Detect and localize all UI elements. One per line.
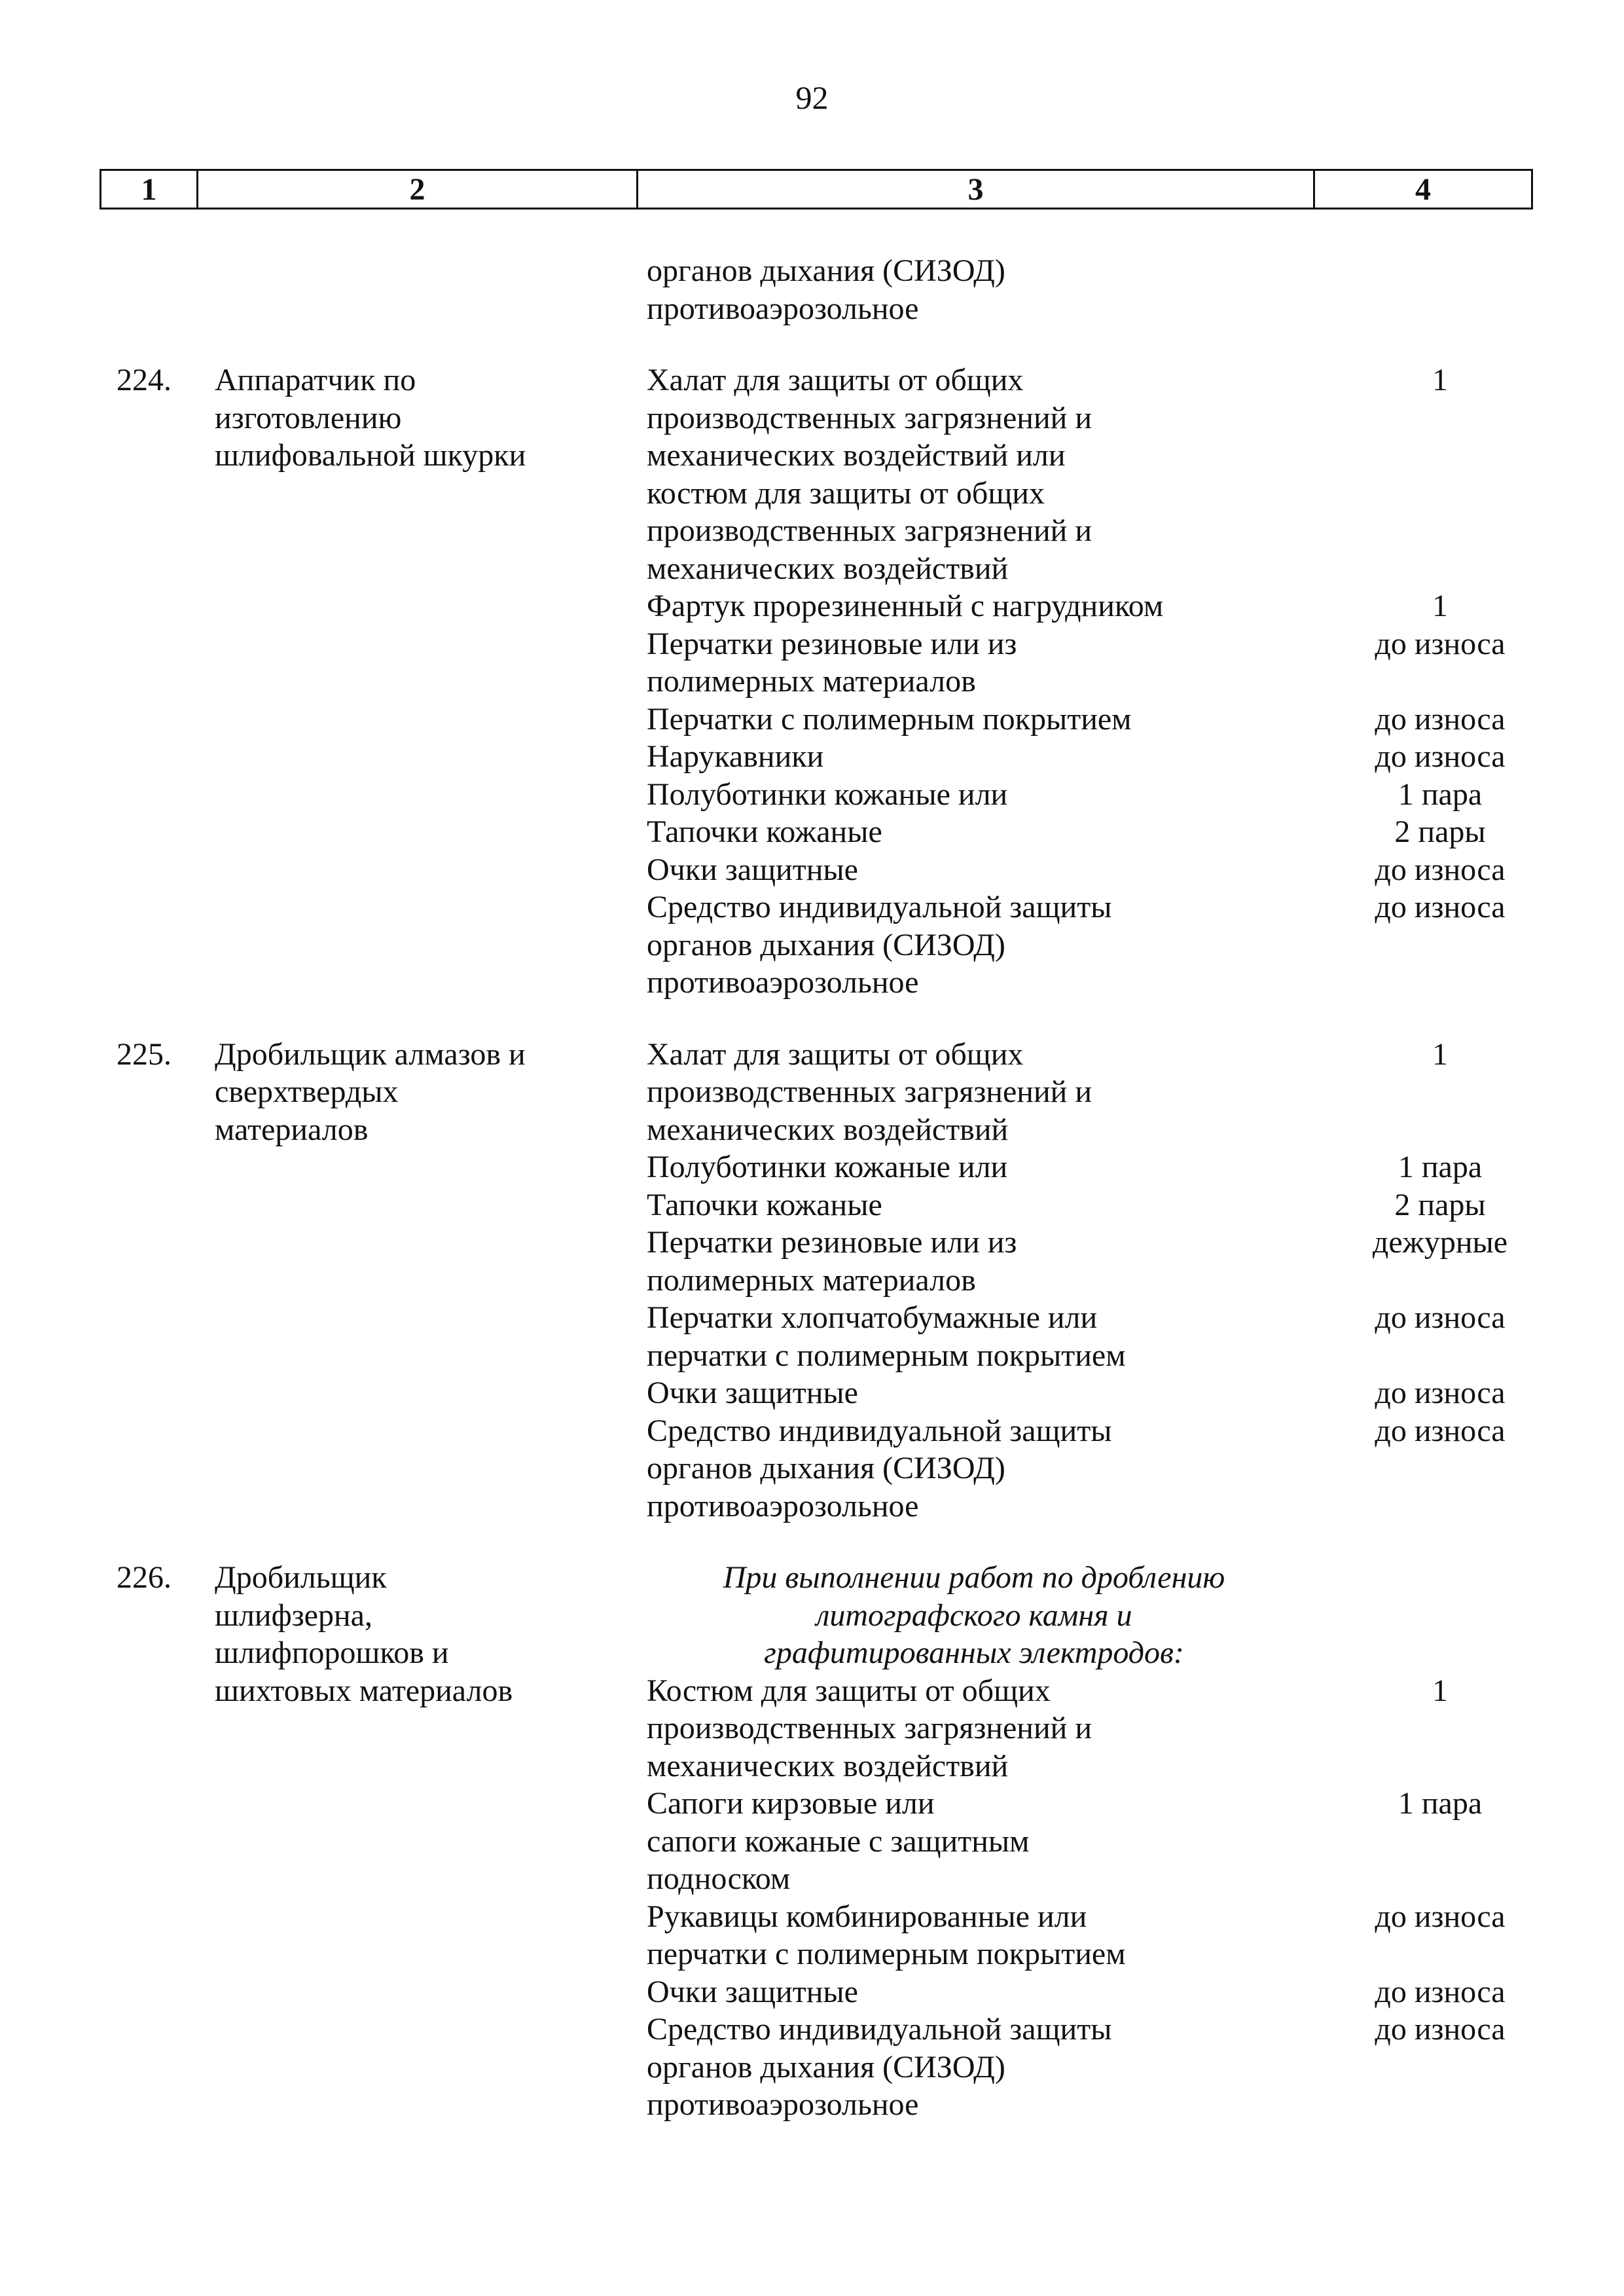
ppe-item-line: Рукавицы комбинированные или bbox=[647, 1899, 1087, 1934]
issue-norm: 1 bbox=[1432, 1036, 1448, 1072]
ppe-item-line: Перчатки резиновые или из bbox=[647, 626, 1017, 661]
issue-norm bbox=[1303, 1262, 1578, 1300]
issue-norm bbox=[1303, 1860, 1578, 1898]
ppe-item-line: производственных загрязнений и bbox=[647, 1074, 1092, 1109]
ppe-item-line: Нарукавники bbox=[647, 739, 824, 774]
ppe-item-line: Сапоги кирзовые или bbox=[647, 1786, 935, 1821]
ppe-item-line: Очки защитные bbox=[647, 852, 858, 887]
entry-number: 224. bbox=[117, 363, 171, 397]
ppe-item-line: Очки защитные bbox=[647, 1376, 858, 1410]
ppe-items bbox=[647, 361, 1301, 1002]
ppe-item-line: Перчатки резиновые или из bbox=[647, 1225, 1017, 1260]
ppe-item-line: Халат для защиты от общих bbox=[647, 1036, 1024, 1072]
ppe-item-line: механических воздействий или bbox=[647, 438, 1066, 473]
job-title-line: шлифзерна, bbox=[215, 1597, 372, 1633]
issue-norm bbox=[1303, 1337, 1578, 1375]
job-title bbox=[215, 1559, 640, 1709]
issue-norm bbox=[1303, 2086, 1578, 2124]
issue-norm bbox=[1303, 1747, 1578, 1785]
ppe-item-line: Тапочки кожаные bbox=[647, 814, 882, 849]
issue-norm: 2 пары bbox=[1394, 1187, 1486, 1222]
issue-norm bbox=[1303, 437, 1578, 475]
issue-norm bbox=[1303, 1935, 1578, 1973]
job-title-line: Дробильщик алмазов и bbox=[215, 1036, 526, 1072]
issue-norm: до износа bbox=[1375, 1899, 1506, 1934]
ppe-item-line: Перчатки с полимерным покрытием bbox=[647, 701, 1132, 737]
ppe-item-line: противоаэрозольное bbox=[647, 1488, 919, 1523]
ppe-quantities bbox=[1303, 1559, 1578, 2124]
issue-norm: 1 пара bbox=[1398, 776, 1483, 812]
column-header-4: 4 bbox=[1415, 172, 1431, 207]
issue-norm: дежурные bbox=[1372, 1225, 1508, 1260]
ppe-item-line: сапоги кожаные с защитным bbox=[647, 1823, 1030, 1859]
ppe-item-line: Средство индивидуальной защиты bbox=[647, 2012, 1112, 2047]
issue-norm: 2 пары bbox=[1394, 814, 1486, 849]
column-header-row bbox=[99, 169, 1533, 210]
ppe-quantities bbox=[1303, 361, 1578, 1002]
issue-norm bbox=[1303, 512, 1578, 550]
issue-norm bbox=[1303, 964, 1578, 1002]
issue-norm: до износа bbox=[1375, 890, 1506, 924]
column-header-1: 1 bbox=[101, 171, 198, 208]
issue-norm: 1 bbox=[1432, 363, 1448, 397]
issue-norm: до износа bbox=[1375, 2012, 1506, 2047]
issue-norm bbox=[1303, 475, 1578, 513]
issue-norm: до износа bbox=[1375, 1300, 1506, 1335]
page-number: 92 bbox=[795, 79, 829, 116]
qty-spacer bbox=[1303, 1597, 1578, 1635]
column-header-2: 2 bbox=[198, 171, 638, 208]
job-title-line: материалов bbox=[215, 1112, 369, 1147]
issue-norm: 1 bbox=[1432, 589, 1448, 623]
ppe-item-line: противоаэрозольное bbox=[647, 965, 919, 1000]
ppe-item-line: полимерных материалов bbox=[647, 1262, 976, 1298]
issue-norm: до износа bbox=[1375, 626, 1506, 661]
issue-norm bbox=[1303, 550, 1578, 588]
ppe-item-line: подноском bbox=[647, 1861, 791, 1896]
ppe-item-line: Тапочки кожаные bbox=[647, 1187, 882, 1222]
issue-norm bbox=[1303, 1111, 1578, 1149]
ppe-item-line: Полуботинки кожаные или bbox=[647, 776, 1008, 812]
issue-norm bbox=[1303, 1073, 1578, 1111]
ppe-item-line: Фартук прорезиненный с нагрудником bbox=[647, 589, 1164, 623]
job-title-line: шлифовальной шкурки bbox=[215, 438, 526, 473]
condition-note-line: графитированных электродов: bbox=[764, 1635, 1184, 1670]
ppe-item-line: Полуботинки кожаные или bbox=[647, 1150, 1008, 1184]
issue-norm bbox=[1303, 1487, 1578, 1525]
issue-norm: до износа bbox=[1375, 701, 1506, 737]
issue-norm: до износа bbox=[1375, 852, 1506, 887]
job-title bbox=[215, 1036, 640, 1149]
condition-note-line: литографского камня и bbox=[816, 1597, 1132, 1633]
ppe-item-line: производственных загрязнений и bbox=[647, 513, 1092, 548]
continuation-items bbox=[647, 252, 1301, 327]
issue-norm bbox=[1303, 1709, 1578, 1747]
ppe-items bbox=[647, 1036, 1301, 1525]
ppe-item-line: Очки защитные bbox=[647, 1974, 858, 2009]
ppe-item-line: противоаэрозольное bbox=[647, 291, 919, 326]
ppe-item-line: Костюм для защиты от общих bbox=[647, 1673, 1051, 1708]
ppe-item-line: Средство индивидуальной защиты bbox=[647, 890, 1112, 924]
issue-norm bbox=[1303, 1823, 1578, 1861]
issue-norm bbox=[1303, 2049, 1578, 2086]
condition-note-line: При выполнении работ по дроблению bbox=[723, 1560, 1225, 1595]
issue-norm: до износа bbox=[1375, 739, 1506, 774]
job-title bbox=[215, 361, 640, 475]
issue-norm: до износа bbox=[1375, 1413, 1506, 1448]
issue-norm: до износа bbox=[1375, 1376, 1506, 1410]
ppe-item-line: органов дыхания (СИЗОД) bbox=[647, 927, 1005, 962]
job-title-line: шихтовых материалов bbox=[215, 1673, 513, 1708]
issue-norm bbox=[1303, 399, 1578, 437]
issue-norm: 1 bbox=[1432, 1673, 1448, 1708]
ppe-items bbox=[647, 1559, 1301, 2124]
column-header-3: 3 bbox=[638, 171, 1315, 208]
entry-number: 226. bbox=[117, 1560, 171, 1595]
ppe-item-line: перчатки с полимерным покрытием bbox=[647, 1937, 1126, 1971]
job-title-line: шлифпорошков и bbox=[215, 1635, 449, 1670]
ppe-item-line: перчатки с полимерным покрытием bbox=[647, 1338, 1126, 1373]
entry-number: 225. bbox=[117, 1036, 171, 1072]
ppe-item-line: производственных загрязнений и bbox=[647, 1711, 1092, 1745]
ppe-item-line: Халат для защиты от общих bbox=[647, 363, 1024, 397]
ppe-item-line: механических воздействий bbox=[647, 1748, 1009, 1783]
ppe-item-line: механических воздействий bbox=[647, 1112, 1009, 1147]
ppe-item-line: механических воздействий bbox=[647, 551, 1009, 586]
ppe-item-line: производственных загрязнений и bbox=[647, 400, 1092, 435]
issue-norm: до износа bbox=[1375, 1974, 1506, 2009]
ppe-item-line: полимерных материалов bbox=[647, 664, 976, 699]
issue-norm: 1 пара bbox=[1398, 1150, 1483, 1184]
issue-norm bbox=[1303, 663, 1578, 701]
ppe-item-line: органов дыхания (СИЗОД) bbox=[647, 253, 1005, 288]
ppe-item-line: костюм для защиты от общих bbox=[647, 475, 1045, 511]
ppe-item-line: органов дыхания (СИЗОД) bbox=[647, 2049, 1005, 2085]
job-title-line: изготовлению bbox=[215, 400, 402, 435]
ppe-item-line: органов дыхания (СИЗОД) bbox=[647, 1451, 1005, 1485]
job-title-line: Аппаратчик по bbox=[215, 363, 416, 397]
job-title-line: сверхтвердых bbox=[215, 1074, 399, 1109]
qty-spacer bbox=[1303, 1559, 1578, 1597]
ppe-item-line: противоаэрозольное bbox=[647, 2087, 919, 2122]
issue-norm bbox=[1303, 926, 1578, 964]
ppe-quantities bbox=[1303, 1036, 1578, 1525]
issue-norm: 1 пара bbox=[1398, 1786, 1483, 1821]
issue-norm bbox=[1303, 1449, 1578, 1487]
qty-spacer bbox=[1303, 1634, 1578, 1672]
job-title-line: Дробильщик bbox=[215, 1560, 387, 1595]
ppe-item-line: Перчатки хлопчатобумажные или bbox=[647, 1300, 1098, 1335]
ppe-item-line: Средство индивидуальной защиты bbox=[647, 1413, 1112, 1448]
